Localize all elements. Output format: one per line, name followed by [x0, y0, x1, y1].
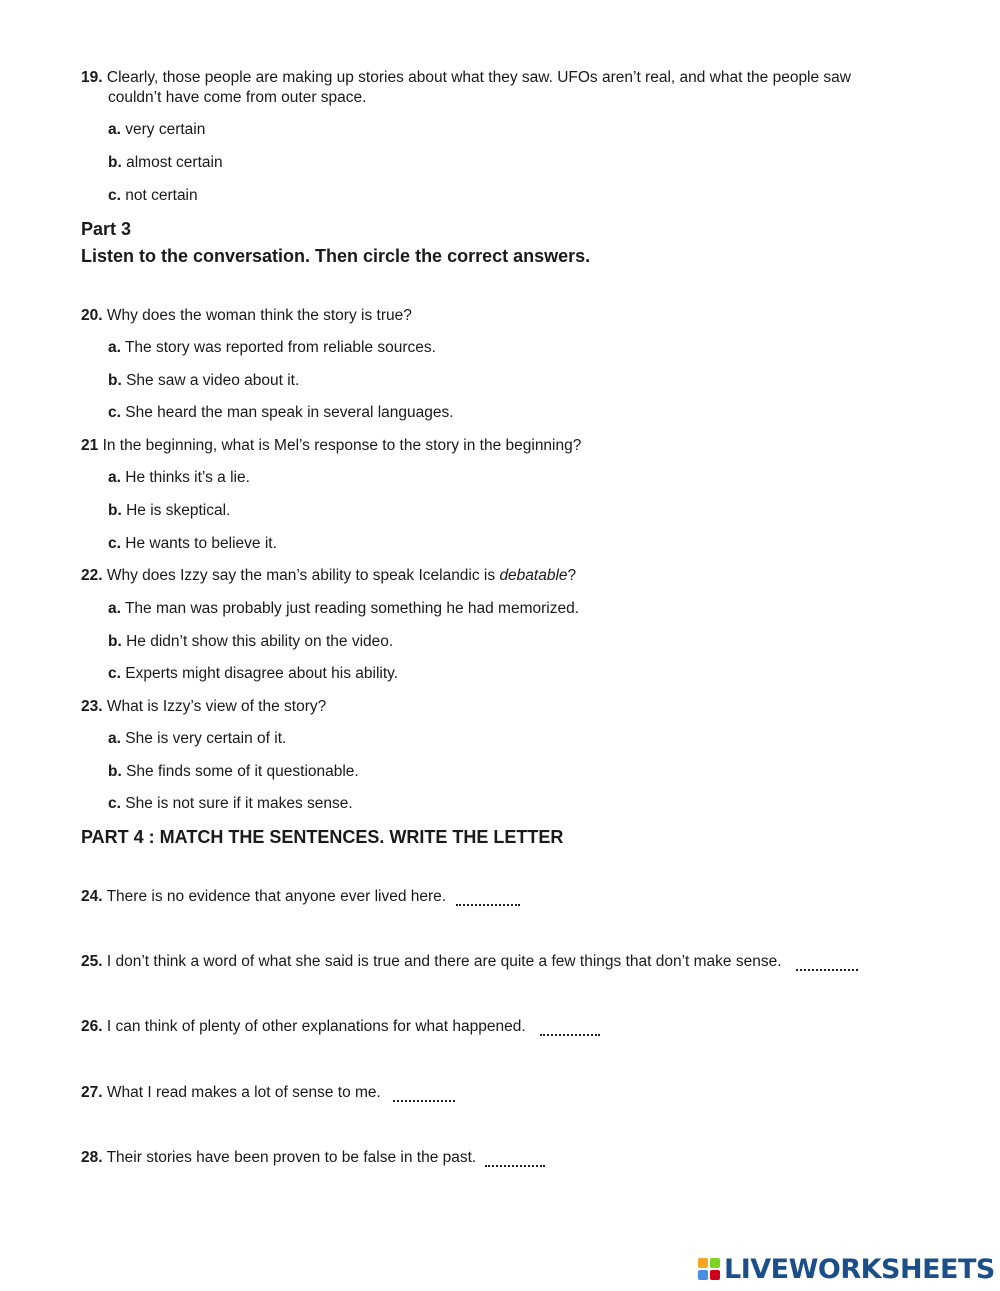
option-20c: [108, 403, 454, 422]
question-19-line2: couldn’t have come from outer space.: [108, 89, 367, 106]
logo-text: LIVEWORKSHEETS: [724, 1253, 995, 1285]
option-text: She saw a video about it.: [126, 372, 300, 389]
part3-instruction: Listen to the conversation. Then circle the correct answers.: [81, 246, 591, 266]
option-22c: [108, 664, 398, 683]
option-21c: [108, 534, 277, 553]
question-text: What is Izzy’s view of the story?: [106, 698, 327, 715]
option-letter: a.: [108, 121, 121, 138]
option-22a: [108, 599, 579, 618]
match-item-28: [81, 1148, 545, 1167]
answer-blank-24[interactable]: [456, 888, 520, 906]
match-item-26: [81, 1017, 600, 1036]
question-number: 23.: [81, 698, 103, 715]
question-number: 21: [81, 437, 99, 454]
option-letter: c.: [108, 404, 121, 421]
option-23c: [108, 794, 353, 813]
option-21a: [108, 468, 250, 487]
question-text: Their stories have been proven to be false in the past.: [106, 1149, 477, 1166]
question-23: [81, 697, 326, 716]
question-number: 22.: [81, 567, 103, 584]
question-text: There is no evidence that anyone ever lived here.: [106, 888, 447, 905]
option-text: The story was reported from reliable sources.: [124, 339, 436, 356]
option-letter: b.: [108, 633, 122, 650]
part4-title: PART 4 : MATCH THE SENTENCES. WRITE THE LETTER: [81, 827, 564, 847]
answer-blank-27[interactable]: [393, 1084, 455, 1102]
option-text: She is very certain of it.: [125, 730, 287, 747]
question-19-line1: [81, 68, 851, 87]
option-text: The man was probably just reading something he had memorized.: [124, 600, 580, 617]
logo-square: [710, 1258, 720, 1268]
option-text: He thinks it’s a lie.: [125, 469, 250, 486]
question-text: I can think of plenty of other explanations for what happened.: [106, 1018, 526, 1035]
question-text: What I read makes a lot of sense to me.: [106, 1084, 381, 1101]
option-23b: [108, 762, 359, 781]
question-text: In the beginning, what is Mel’s response to the story in the beginning?: [102, 437, 582, 454]
option-text: not certain: [125, 187, 198, 204]
option-text: She finds some of it questionable.: [126, 763, 359, 780]
logo-square: [698, 1270, 708, 1280]
liveworksheets-logo: [698, 1252, 995, 1286]
option-text: almost certain: [126, 154, 223, 171]
option-letter: a.: [108, 730, 121, 747]
question-number: 28.: [81, 1149, 103, 1166]
option-letter: b.: [108, 763, 122, 780]
option-19a: [108, 120, 205, 139]
logo-icon: [698, 1258, 720, 1280]
option-text: She is not sure if it makes sense.: [125, 795, 353, 812]
question-21: [81, 436, 581, 455]
answer-blank-25[interactable]: [796, 953, 858, 971]
part3-title: Part 3: [81, 219, 132, 239]
option-22b: [108, 632, 393, 651]
option-letter: a.: [108, 339, 121, 356]
option-text: He didn’t show this ability on the video.: [126, 633, 394, 650]
option-letter: a.: [108, 600, 121, 617]
option-text: Experts might disagree about his ability.: [125, 665, 399, 682]
option-21b: [108, 501, 230, 520]
question-end: ?: [567, 567, 577, 584]
option-text: She heard the man speak in several languages.: [125, 404, 454, 421]
option-23a: [108, 729, 286, 748]
option-letter: b.: [108, 372, 122, 389]
question-number: 25.: [81, 953, 103, 970]
option-19b: [108, 153, 223, 172]
logo-square: [710, 1270, 720, 1280]
option-text: He wants to believe it.: [125, 535, 277, 552]
option-20a: [108, 338, 436, 357]
question-text: I don’t think a word of what she said is true and there are quite a few things that don’t make sense.: [106, 953, 782, 970]
question-number: 26.: [81, 1018, 103, 1035]
option-19c: [108, 186, 198, 205]
option-letter: b.: [108, 154, 122, 171]
option-letter: c.: [108, 187, 121, 204]
answer-blank-28[interactable]: [485, 1149, 545, 1167]
logo-square: [698, 1258, 708, 1268]
option-20b: [108, 371, 299, 390]
question-italic-word: debatable: [499, 567, 568, 584]
option-letter: c.: [108, 535, 121, 552]
question-20: [81, 306, 412, 325]
question-22: [81, 566, 576, 585]
match-item-27: [81, 1083, 455, 1102]
match-item-25: [81, 952, 858, 971]
match-item-24: [81, 887, 520, 906]
option-text: He is skeptical.: [126, 502, 231, 519]
answer-blank-26[interactable]: [540, 1018, 600, 1036]
option-letter: c.: [108, 795, 121, 812]
question-number: 19.: [81, 69, 103, 86]
question-number: 20.: [81, 307, 103, 324]
option-letter: a.: [108, 469, 121, 486]
question-text: Clearly, those people are making up stories about what they saw. UFOs aren’t real, and what the people saw: [106, 69, 851, 86]
option-text: very certain: [125, 121, 206, 138]
question-text: Why does Izzy say the man’s ability to speak Icelandic is: [106, 567, 496, 584]
option-letter: b.: [108, 502, 122, 519]
option-letter: c.: [108, 665, 121, 682]
question-number: 24.: [81, 888, 103, 905]
question-number: 27.: [81, 1084, 103, 1101]
question-text: Why does the woman think the story is true?: [106, 307, 412, 324]
